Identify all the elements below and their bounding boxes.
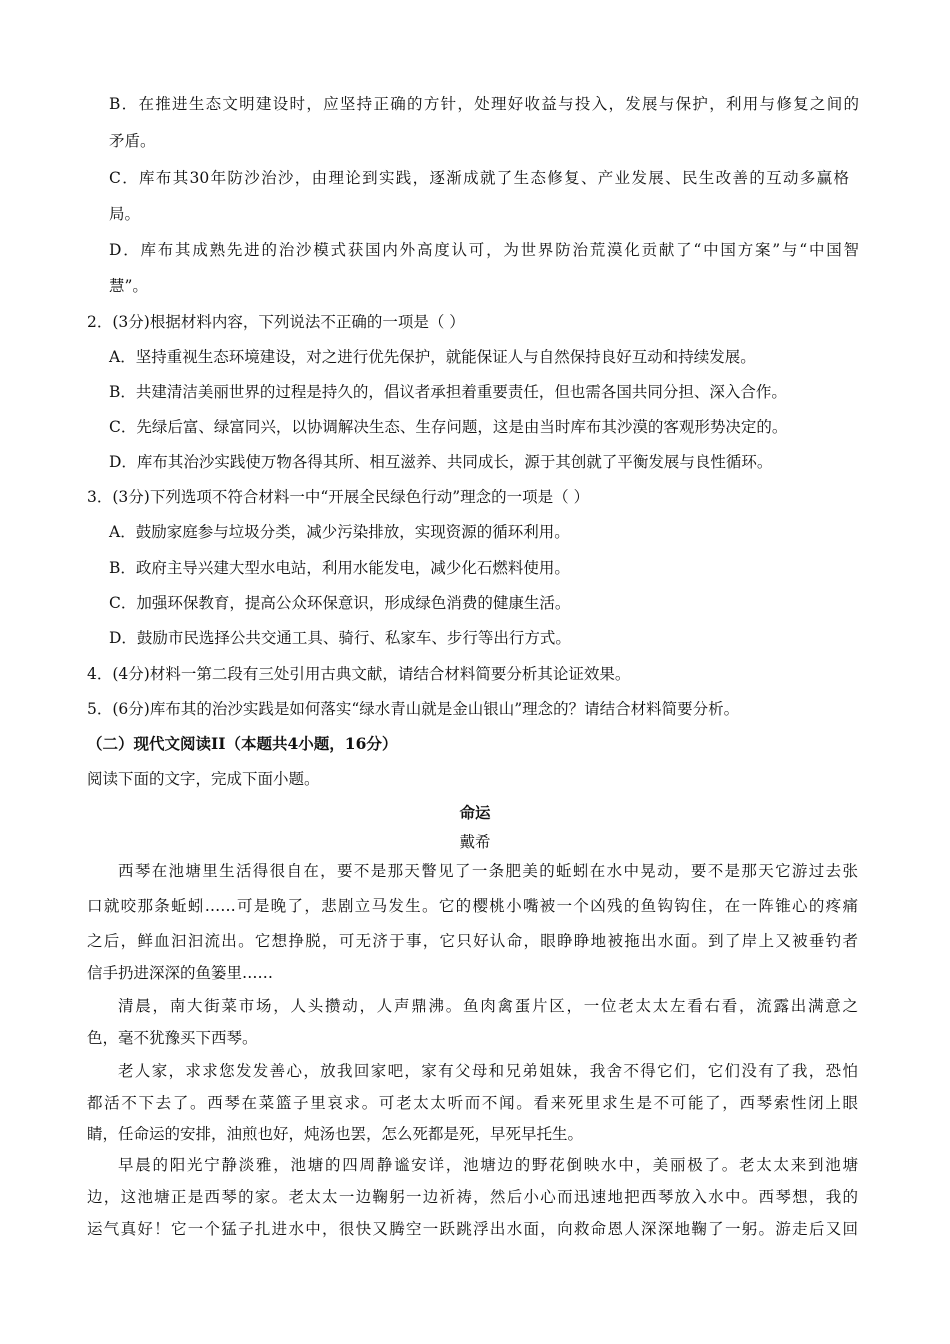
- q2-option-b: B．共建清洁美丽世界的过程是持久的，倡议者承担着重要责任，但也需各国共同分担、深入合作。: [109, 383, 787, 401]
- article-paragraph-1-line4: 信手扔进深深的鱼篓里……: [87, 964, 274, 982]
- q4-stem: 4．(4分)材料一第二段有三处引用古典文献，请结合材料简要分析其论证效果。: [87, 665, 631, 683]
- article-paragraph-1-line2: 口就咬那条蚯蚓……可是晚了，悲剧立马发生。它的樱桃小嘴被一个凶残的鱼钩钩住，在一阵锥心的疼痛: [87, 897, 858, 915]
- q2-option-c: C．先绿后富、绿富同兴，以协调解决生态、生存问题，这是由当时库布其沙漠的客观形势决定的。: [109, 418, 788, 436]
- article-paragraph-2-line2: 色，毫不犹豫买下西琴。: [87, 1029, 258, 1047]
- article-author: 戴希: [459, 833, 491, 851]
- q3-option-d: D．鼓励市民选择公共交通工具、骑行、私家车、步行等出行方式。: [109, 629, 571, 647]
- q1-option-c-line2: 局。: [109, 205, 141, 223]
- q1-option-b-line1: B．在推进生态文明建设时，应坚持正确的方针，处理好收益与投入，发展与保护，利用与修复之间的: [109, 95, 859, 113]
- article-paragraph-3-line1: 老人家，求求您发发善心，放我回家吧，家有父母和兄弟姐妹，我舍不得它们，它们没有了我，恐怕: [118, 1062, 858, 1080]
- article-paragraph-4-line2: 边，这池塘正是西琴的家。老太太一边鞠躬一边祈祷，然后小心而迅速地把西琴放入水中。西琴想，我的: [87, 1188, 858, 1206]
- article-paragraph-1-line1: 西琴在池塘里生活得很自在，要不是那天瞥见了一条肥美的蚯蚓在水中晃动，要不是那天它游过去张: [118, 862, 858, 880]
- article-paragraph-3-line3: 睛，任命运的安排，油煎也好，炖汤也罢，怎么死都是死，早死早托生。: [87, 1125, 584, 1143]
- q2-option-d: D．库布其治沙实践使万物各得其所、相互滋养、共同成长，源于其创就了平衡发展与良性循环。: [109, 453, 773, 471]
- article-paragraph-1-line3: 之后，鲜血汩汩流出。它想挣脱，可无济于事，它只好认命，眼睁睁地被拖出水面。到了岸上又被垂钓者: [87, 932, 858, 950]
- q1-option-d-line2: 慧”。: [109, 277, 148, 295]
- q5-stem: 5．(6分)库布其的治沙实践是如何落实“绿水青山就是金山银山”理念的？请结合材料简要分析。: [87, 700, 740, 718]
- q2-stem: 2．(3分)根据材料内容，下列说法不正确的一项是（ ）: [87, 313, 465, 331]
- article-paragraph-2-line1: 清晨，南大街菜市场，人头攒动，人声鼎沸。鱼肉禽蛋片区，一位老太太左看右看，流露出满意之: [118, 997, 858, 1015]
- q2-option-a: A．坚持重视生态环境建设，对之进行优先保护，就能保证人与自然保持良好互动和持续发展。: [109, 348, 756, 366]
- section-heading: （二）现代文阅读II（本题共4小题，16分）: [87, 734, 398, 753]
- article-paragraph-3-line2: 都活不下去了。西琴在菜篮子里哀求。可老太太听而不闻。看来死里求生是不可能了，西琴索性闭上眼: [87, 1094, 858, 1112]
- q3-option-a: A．鼓励家庭参与垃圾分类，减少污染排放，实现资源的循环利用。: [109, 523, 570, 541]
- q3-option-b: B．政府主导兴建大型水电站，利用水能发电，减少化石燃料使用。: [109, 559, 570, 577]
- article-paragraph-4-line3: 运气真好！它一个猛子扎进水中，很快又腾空一跃跳浮出水面，向救命恩人深深地鞠了一躬。游走后又回: [87, 1220, 858, 1238]
- article-paragraph-4-line1: 早晨的阳光宁静淡雅，池塘的四周静谧安详，池塘边的野花倒映水中，美丽极了。老太太来到池塘: [118, 1156, 858, 1174]
- q3-stem: 3．(3分)下列选项不符合材料一中“开展全民绿色行动”理念的一项是（ ）: [87, 488, 590, 506]
- q1-option-d-line1: D．库布其成熟先进的治沙模式获国内外高度认可，为世界防治荒漠化贡献了“中国方案”与“中国智: [109, 241, 859, 259]
- article-title: 命运: [459, 803, 491, 822]
- section-instruction: 阅读下面的文字，完成下面小题。: [87, 770, 320, 788]
- q3-option-c: C．加强环保教育，提高公众环保意识，形成绿色消费的健康生活。: [109, 594, 571, 612]
- q1-option-c-line1: C．库布其30年防沙治沙，由理论到实践，逐渐成就了生态修复、产业发展、民生改善的互动多赢格: [109, 169, 849, 187]
- q1-option-b-line2: 矛盾。: [109, 132, 156, 150]
